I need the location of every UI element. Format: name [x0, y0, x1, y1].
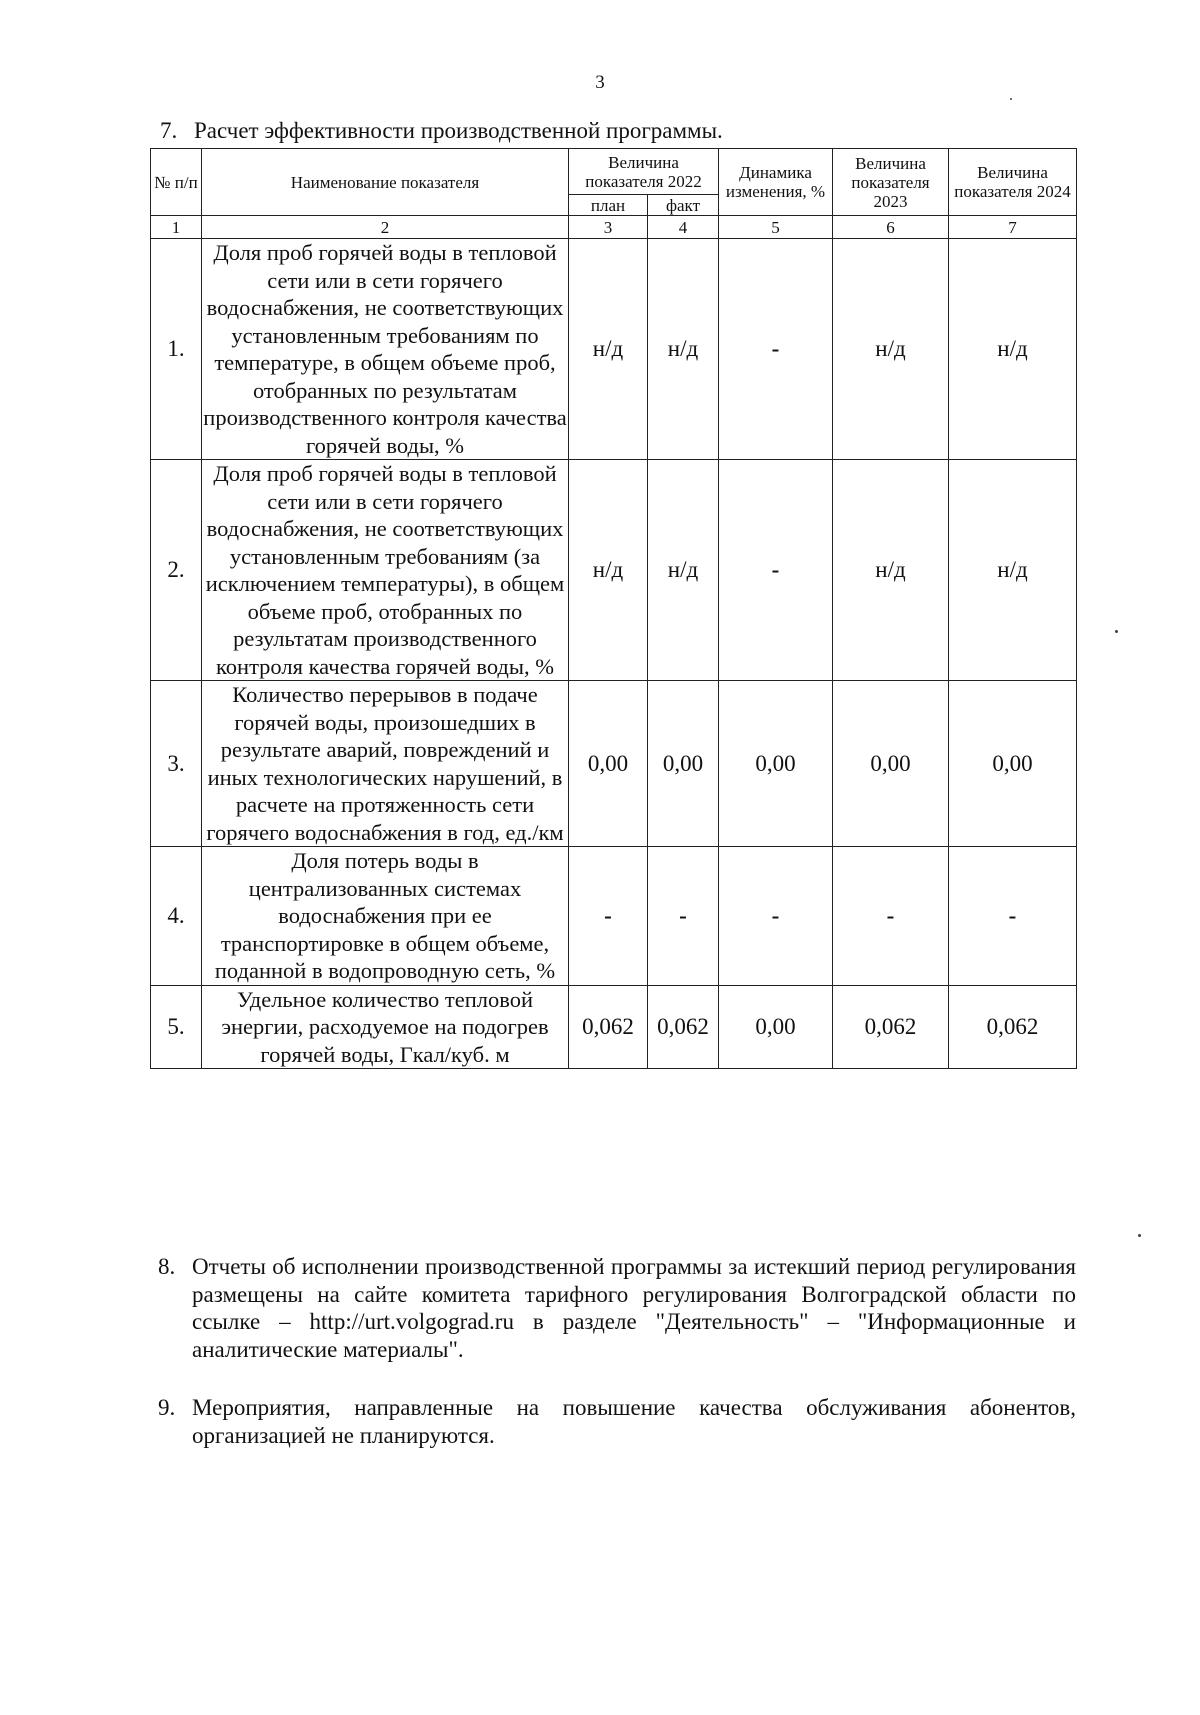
value-2024: - — [949, 847, 1077, 986]
indicators-table — [150, 148, 1077, 1069]
paragraph-9 — [158, 1394, 1076, 1449]
value-dynamics: 0,00 — [719, 681, 833, 847]
column-number: 7 — [949, 216, 1077, 239]
value-2023: 0,00 — [833, 681, 949, 847]
table-row — [151, 681, 1077, 847]
header-fact: факт — [648, 195, 719, 216]
row-number: 5. — [151, 985, 202, 1069]
table-row — [151, 460, 1077, 681]
page-number: 3 — [595, 72, 605, 93]
header-dynamics: Динамика изменения, % — [719, 149, 833, 216]
section-title — [160, 118, 723, 144]
value-plan: н/д — [569, 460, 648, 681]
column-number: 4 — [648, 216, 719, 239]
value-plan: 0,00 — [569, 681, 648, 847]
value-dynamics: - — [719, 460, 833, 681]
table-row — [151, 847, 1077, 986]
value-2023: - — [833, 847, 949, 986]
value-2023: 0,062 — [833, 985, 949, 1069]
indicator-name: Количество перерывов в подаче горячей воды, произошедших в результате аварий, повреждений и иных технологических нарушений, в расчете на протяженность сети горячего водоснабжения в год, ед./км — [202, 681, 569, 847]
table-row — [151, 239, 1077, 460]
indicator-name: Доля потерь воды в централизованных системах водоснабжения при ее транспортировке в общем объеме, поданной в водопроводную сеть, % — [202, 847, 569, 986]
column-number: 6 — [833, 216, 949, 239]
header-plan: план — [569, 195, 648, 216]
value-dynamics: - — [719, 847, 833, 986]
table-row — [151, 985, 1077, 1069]
value-2024: 0,062 — [949, 985, 1077, 1069]
value-2024: н/д — [949, 239, 1077, 460]
scan-speck — [1010, 98, 1012, 100]
value-fact: н/д — [648, 239, 719, 460]
paragraph-text: Отчеты об исполнении производственной программы за истекший период регулирования размещены на сайте комитета тарифного регулирования Волгоградской области по ссылке – http://urt.volgograd.ru в разделе "Деятельность" – "Информационные и аналитические материалы". — [192, 1254, 1076, 1362]
value-fact: 0,062 — [648, 985, 719, 1069]
header-value-2023: Величина показателя 2023 — [833, 149, 949, 216]
indicator-name: Доля проб горячей воды в тепловой сети или в сети горячего водоснабжения, не соответствующих установленным требованиям по температуре, в общем объеме проб, отобранных по результатам производственного контроля качества горячей воды, % — [203, 240, 567, 458]
value-fact: 0,00 — [648, 681, 719, 847]
value-2023: н/д — [833, 460, 949, 681]
value-2024: н/д — [949, 460, 1077, 681]
value-plan: н/д — [569, 239, 648, 460]
value-2023: н/д — [833, 239, 949, 460]
value-plan: 0,062 — [569, 985, 648, 1069]
indicator-name: Удельное количество тепловой энергии, расходуемое на подогрев горячей воды, Гкал/куб. м — [202, 985, 569, 1069]
paragraph-text: Мероприятия, направленные на повышение качества обслуживания абонентов, организацией не планируются. — [192, 1395, 1076, 1448]
indicator-name: Доля проб горячей воды в тепловой сети или в сети горячего водоснабжения, не соответствующих установленным требованиям (за исключением температуры), в общем объеме проб, отобранных по результатам производственного контроля качества горячей воды, % — [202, 460, 569, 681]
row-number: 1. — [151, 239, 202, 460]
value-dynamics: - — [719, 239, 833, 460]
paragraph-number: 9. — [158, 1395, 176, 1420]
column-number: 2 — [202, 216, 569, 239]
header-name: Наименование показателя — [202, 149, 569, 216]
value-fact: н/д — [648, 460, 719, 681]
paragraph-number: 8. — [158, 1254, 176, 1279]
value-plan: - — [569, 847, 648, 986]
paragraph-8 — [158, 1253, 1076, 1363]
scan-speck — [1115, 630, 1118, 633]
header-value-2024: Величина показателя 2024 — [949, 149, 1077, 216]
row-number: 4. — [151, 847, 202, 986]
column-number: 3 — [569, 216, 648, 239]
header-value-2022: Величина показателя 2022 — [569, 149, 719, 195]
value-dynamics: 0,00 — [719, 985, 833, 1069]
row-number: 2. — [151, 460, 202, 681]
section-number: 7. — [160, 118, 178, 143]
section-title-text: Расчет эффективности производственной программы. — [194, 118, 723, 143]
value-fact: - — [648, 847, 719, 986]
column-number: 1 — [151, 216, 202, 239]
header-num: № п/п — [151, 149, 202, 216]
scan-speck — [1138, 1234, 1141, 1237]
value-2024: 0,00 — [949, 681, 1077, 847]
column-number: 5 — [719, 216, 833, 239]
row-number: 3. — [151, 681, 202, 847]
